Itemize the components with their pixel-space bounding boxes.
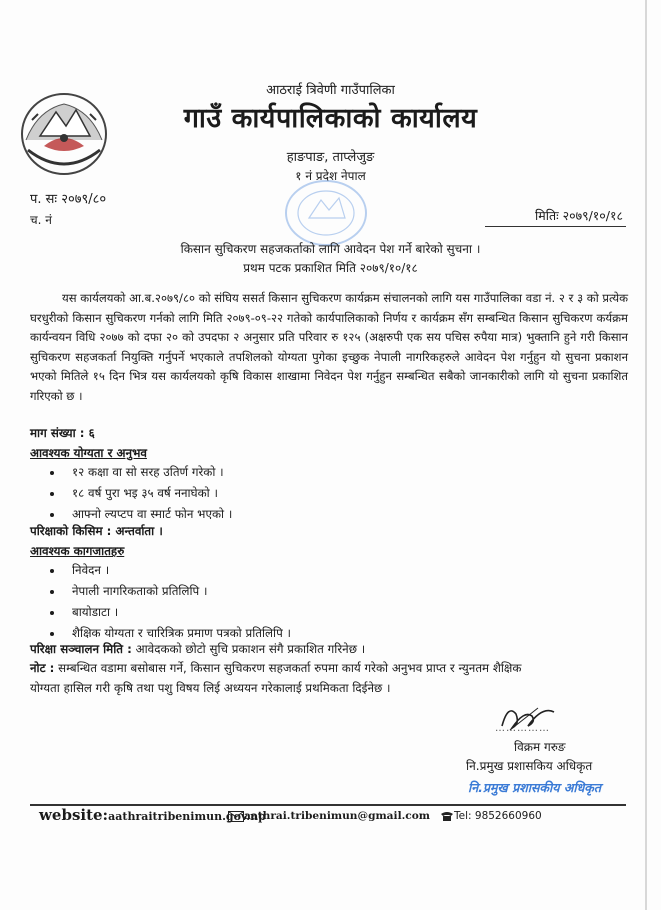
phone-number: Tel: 9852660960 xyxy=(454,810,542,822)
list-item: • नेपाली नागरिकताको प्रतिलिपि । xyxy=(64,581,291,602)
phone-icon xyxy=(440,811,454,822)
list-item: • बायोडाटा । xyxy=(64,602,291,623)
letter-number: प. सः २०७९/८० xyxy=(30,192,107,207)
subject-line: किसान सुचिकरण सहजकर्ताको लागि आवेदन पेश गर्ने बारेको सुचना । xyxy=(180,242,481,256)
qualification-heading: आवश्यक योग्यता र अनुभव xyxy=(30,446,147,460)
documents-heading: आवश्यक कागजातहरु xyxy=(30,544,125,558)
documents-list xyxy=(50,560,291,644)
address-line-1: हाङपाङ, ताप्लेजुङ xyxy=(286,150,375,165)
exam-date-text: आवेदकको छोटो सुचि प्रकाशन संगै प्रकाशित गरिनेछ । xyxy=(131,642,366,656)
qualification-list xyxy=(50,462,232,525)
exam-type: परिक्षाको किसिम : अन्तर्वाता । xyxy=(30,524,163,538)
website-label: website: xyxy=(39,806,109,824)
signature-dots: …………… xyxy=(495,723,550,734)
office-seal-icon xyxy=(283,178,369,248)
signatory-name: विक्रम गरुङ xyxy=(514,740,566,754)
exam-date-label: परिक्षा सञ्चालन मिति : xyxy=(30,642,132,656)
list-item: • १८ वर्ष पुरा भइ ३५ वर्ष ननाघेको । xyxy=(64,483,232,504)
list-item: • आफ्नो ल्यप्टप वा स्मार्ट फोन भएको । xyxy=(64,504,232,525)
note-line-1 xyxy=(30,660,521,676)
page-edge xyxy=(645,0,647,910)
phone-line xyxy=(440,810,542,822)
email-line xyxy=(228,810,430,822)
office-title: गाउँ कार्यपालिकाको कार्यालय xyxy=(183,103,478,134)
address-line-2: १ नं प्रदेश नेपाल xyxy=(295,169,366,183)
note-text-1: सम्बन्धित वडामा बसोबास गर्ने, किसान सुचिकरण सहजकर्ता रुपमा कार्य गरेको अनुभव प्राप्त र न्युनतम शैक्षिक xyxy=(54,661,522,675)
notice-paragraph xyxy=(30,289,628,407)
municipality-name: आठराई त्रिवेणी गाउँपालिका xyxy=(266,83,395,98)
note-line-2: योग्यता हासिल गरी कृषि तथा पशु विषय लिई अध्ययन गरेकालाई प्रथमिकता दिईनेछ । xyxy=(30,681,391,695)
mail-icon xyxy=(228,811,244,822)
letter-date: मितिः २०७९/१०/१८ xyxy=(535,208,623,223)
dispatch-number: च. नं xyxy=(30,213,52,227)
demand-count: माग संख्या : ६ xyxy=(30,426,95,440)
notice-text: यस कार्यलयको आ.ब.२०७९/८० को संघिय ससर्त किसान सुचिकरण कार्यक्रम संचालनको लागि यस गाउँपालिका वडा नं. २ र ३ को प्रत्येक घरधुरीको किसान सुचिकरण गर्नको लागि मिति २०७९-०९-२२ गतेको कार्यपालिकाको निर्णय र कार्यक्रम सँग सम्बन्धित किसान सुचिकरण कर्यक्रम कार्यन्वयन विधि २०७७ को दफा २० को उपदफा २ अनुसार प्रति परिवार रु १२५ (अक्षरुपी एक सय पचिस रुपैया मात्र) भुक्तानि हुने गरी किसान सुचिकरण सहजकर्ता नियुक्ति गर्नुपर्ने भएकाले तपशिलको योग्यता पुगेका इच्छुक नेपाली नागरिकहरुले आवेदन पेश गर्नुहुन यो सुचना प्रकाशन भएको मितिले १५ दिन भित्र यस कार्यलयको कृषि विकास शाखामा निवेदन पेश गर्नुहुन सम्बन्धित सबैको जानकारीको लागि यो सुचना प्रकाशित गरिएको छ । xyxy=(30,291,628,403)
exam-date-line xyxy=(30,641,365,657)
email-address: aathrai.tribenimun@gmail.com xyxy=(244,810,431,822)
website-url: aathraitribenimun.gov.np xyxy=(108,810,266,823)
list-item: • शैक्षिक योग्यता र चारित्रिक प्रमाण पत्रको प्रतिलिपि । xyxy=(64,623,291,644)
list-item: • निवेदन । xyxy=(64,560,291,581)
publication-date-line: प्रथम पटक प्रकाशित मिति २०७९/१०/१८ xyxy=(243,261,418,275)
date-underline xyxy=(485,226,626,227)
designation-stamp: नि.प्रमुख प्रशासकीय अधिकृत xyxy=(468,780,602,795)
list-item: • १२ कक्षा वा सो सरह उतिर्ण गरेको । xyxy=(64,462,232,483)
note-label: नोट : xyxy=(30,661,55,675)
signatory-title: नि.प्रमुख प्रशासकिय अधिकृत xyxy=(466,759,593,773)
